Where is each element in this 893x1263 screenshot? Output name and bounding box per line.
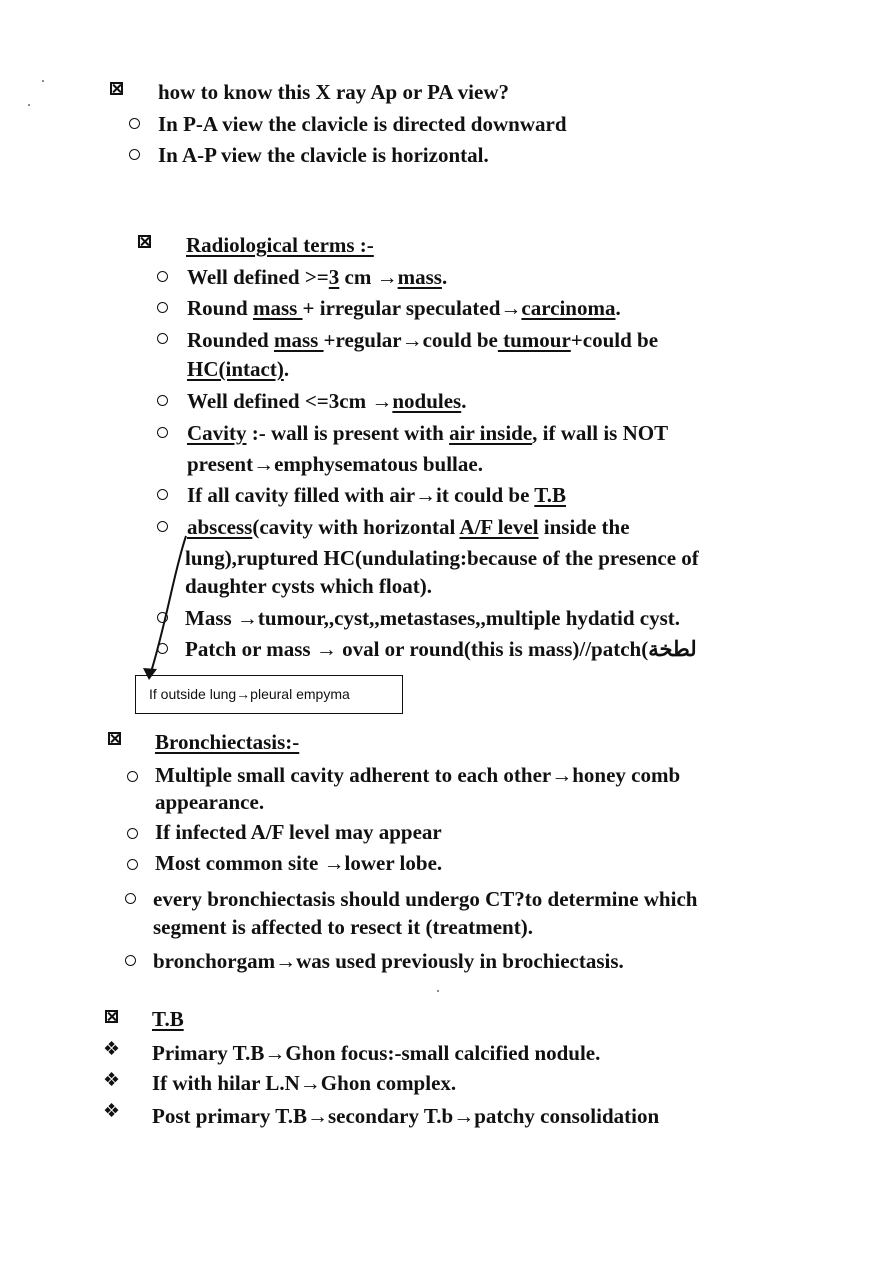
section-heading: T.B (152, 1007, 184, 1031)
list-item: Cavity :- wall is present with air inside, if wall is NOT (187, 421, 669, 445)
list-item: Post primary T.B→secondary T.b→patchy consolidation (152, 1104, 660, 1128)
circle-bullet-icon (127, 820, 138, 846)
diamond-bullet-icon: ❖ (103, 1039, 121, 1060)
list-item: every bronchiectasis should undergo CT?to determine which (153, 887, 698, 911)
list-item: abscess(cavity with horizontal A/F level inside the (187, 515, 630, 539)
checkbox-x-icon (108, 726, 121, 752)
list-item: Rounded mass +regular→could be tumour+could be (187, 328, 659, 352)
circle-bullet-icon (125, 885, 136, 911)
list-item: If with hilar L.N→Ghon complex. (152, 1071, 457, 1095)
list-item: bronchorgam→was used previously in brochiectasis. (153, 949, 624, 973)
section-heading: Radiological terms :- (186, 233, 374, 257)
circle-bullet-icon (125, 947, 136, 973)
list-item-continuation: lung),ruptured HC(undulating:because of the presence of (185, 546, 699, 570)
list-item-continuation: appearance. (155, 790, 265, 814)
circle-bullet-icon (127, 763, 138, 789)
list-item-continuation: HC(intact). (187, 357, 290, 381)
diamond-bullet-icon: ❖ (103, 1070, 121, 1091)
list-item: If infected A/F level may appear (155, 820, 442, 844)
list-item: Well defined >=3 cm →mass. (187, 265, 448, 289)
list-item: Mass →tumour,,cyst,,metastases,,multiple hydatid cyst. (185, 606, 681, 630)
annotation-note-box: If outside lung→pleural empyma (135, 675, 403, 714)
section-heading: Bronchiectasis:- (155, 730, 300, 754)
checkbox-x-icon (105, 1004, 118, 1030)
list-item-continuation: present→emphysematous bullae. (187, 452, 483, 476)
list-item: In P-A view the clavicle is directed downward (158, 112, 567, 136)
list-item: Round mass + irregular speculated→carcinoma. (187, 296, 621, 320)
circle-bullet-icon (127, 851, 138, 877)
diamond-bullet-icon: ❖ (103, 1101, 121, 1122)
list-item: Primary T.B→Ghon focus:-small calcified nodule. (152, 1041, 601, 1065)
list-item: Most common site →lower lobe. (155, 851, 443, 875)
list-item: Multiple small cavity adherent to each other→honey comb (155, 763, 681, 787)
section-heading: how to know this X ray Ap or PA view? (158, 80, 510, 104)
list-item: In A-P view the clavicle is horizontal. (158, 143, 489, 167)
list-item-continuation: segment is affected to resect it (treatment). (153, 915, 533, 939)
list-item-continuation: daughter cysts which float). (185, 574, 432, 598)
list-item: If all cavity filled with air→it could be T.B (187, 483, 566, 507)
list-item: Well defined <=3cm →nodules. (187, 389, 467, 413)
list-item: Patch or mass → oval or round(this is mass)//patch(لطخة (185, 637, 697, 661)
